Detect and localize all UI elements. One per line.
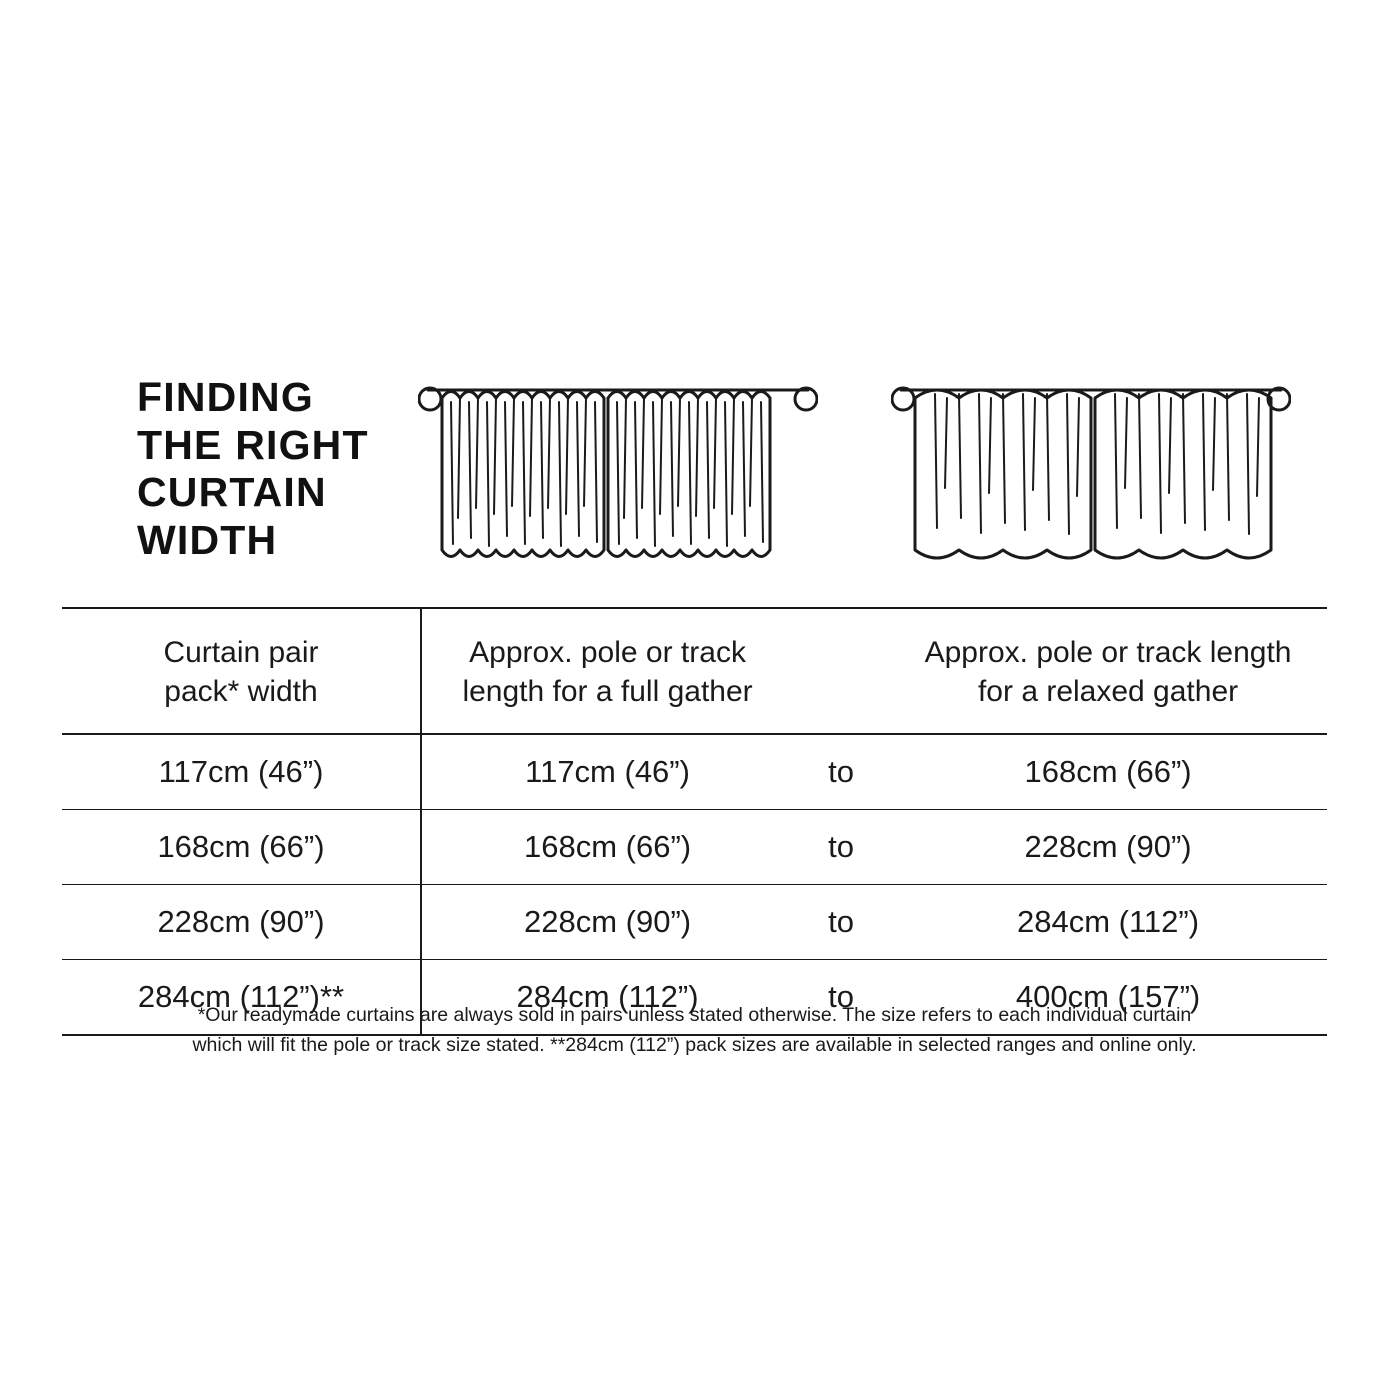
cell-pack-width: 228cm (90”) — [62, 885, 422, 959]
cell-connector: to — [828, 904, 855, 939]
cell-full-gather: 117cm (46”) — [525, 754, 690, 789]
cell-connector: to — [828, 979, 855, 1014]
header-cell-relaxed-gather — [889, 633, 1327, 711]
cell-connector: to — [828, 829, 855, 864]
full-gather-curtain-icon — [418, 368, 818, 583]
page-title-line-3: CURTAIN — [137, 469, 327, 516]
cell-full-gather: 284cm (112”) — [516, 979, 699, 1014]
header-cell-full-gather — [422, 633, 793, 711]
cell-pack-width: 117cm (46”) — [62, 735, 422, 809]
relaxed-gather-curtain-icon — [891, 368, 1291, 583]
header-cells-gather — [422, 609, 1327, 733]
header-section — [62, 360, 1327, 605]
table-header-row — [62, 609, 1327, 735]
footnote-line-1: *Our readymade curtains are always sold in pairs unless stated otherwise. The size refers to each individual curtain — [197, 1004, 1192, 1026]
cell-full-gather: 168cm (66”) — [523, 829, 692, 864]
cell-relaxed-gather: 284cm (112”) — [1017, 904, 1200, 939]
header-full-gather-line-1: Approx. pole or track — [469, 636, 746, 669]
table-row — [62, 735, 1327, 810]
cell-pack-width: 284cm (112”)** — [62, 960, 422, 1034]
page-title-line-2: THE RIGHT — [137, 421, 369, 468]
curtain-illustrations — [382, 360, 1327, 583]
row-gather-cells — [422, 885, 1327, 959]
footnote — [62, 1000, 1327, 1060]
cell-relaxed-gather: 228cm (90”) — [1024, 829, 1192, 864]
page-title-line-4: WIDTH — [137, 516, 278, 563]
cell-connector: to — [828, 754, 855, 789]
page-title-line-1: FINDING — [137, 374, 314, 420]
cell-relaxed-gather: 168cm (66”) — [1024, 754, 1192, 789]
header-full-gather-line-2: length for a full gather — [462, 675, 753, 708]
header-cell-pack-width — [62, 609, 422, 733]
cell-full-gather: 228cm (90”) — [523, 904, 692, 939]
footnote-line-2: which will fit the pole or track size stated. **284cm (112”) pack sizes are available in selected ranges and online only. — [192, 1034, 1197, 1057]
header-relaxed-gather-line-2: for a relaxed gather — [977, 675, 1239, 708]
header-pack-width-line-2: pack* width — [164, 675, 318, 708]
page-title — [62, 360, 382, 564]
table-row — [62, 885, 1327, 960]
cell-relaxed-gather: 400cm (157”) — [1015, 979, 1201, 1014]
row-gather-cells — [422, 735, 1327, 809]
row-gather-cells — [422, 810, 1327, 884]
curtain-width-table — [62, 607, 1327, 1036]
table-row — [62, 810, 1327, 885]
cell-pack-width: 168cm (66”) — [62, 810, 422, 884]
header-pack-width-line-1: Curtain pair — [163, 636, 319, 669]
header-relaxed-gather-line-1: Approx. pole or track length — [924, 636, 1292, 669]
